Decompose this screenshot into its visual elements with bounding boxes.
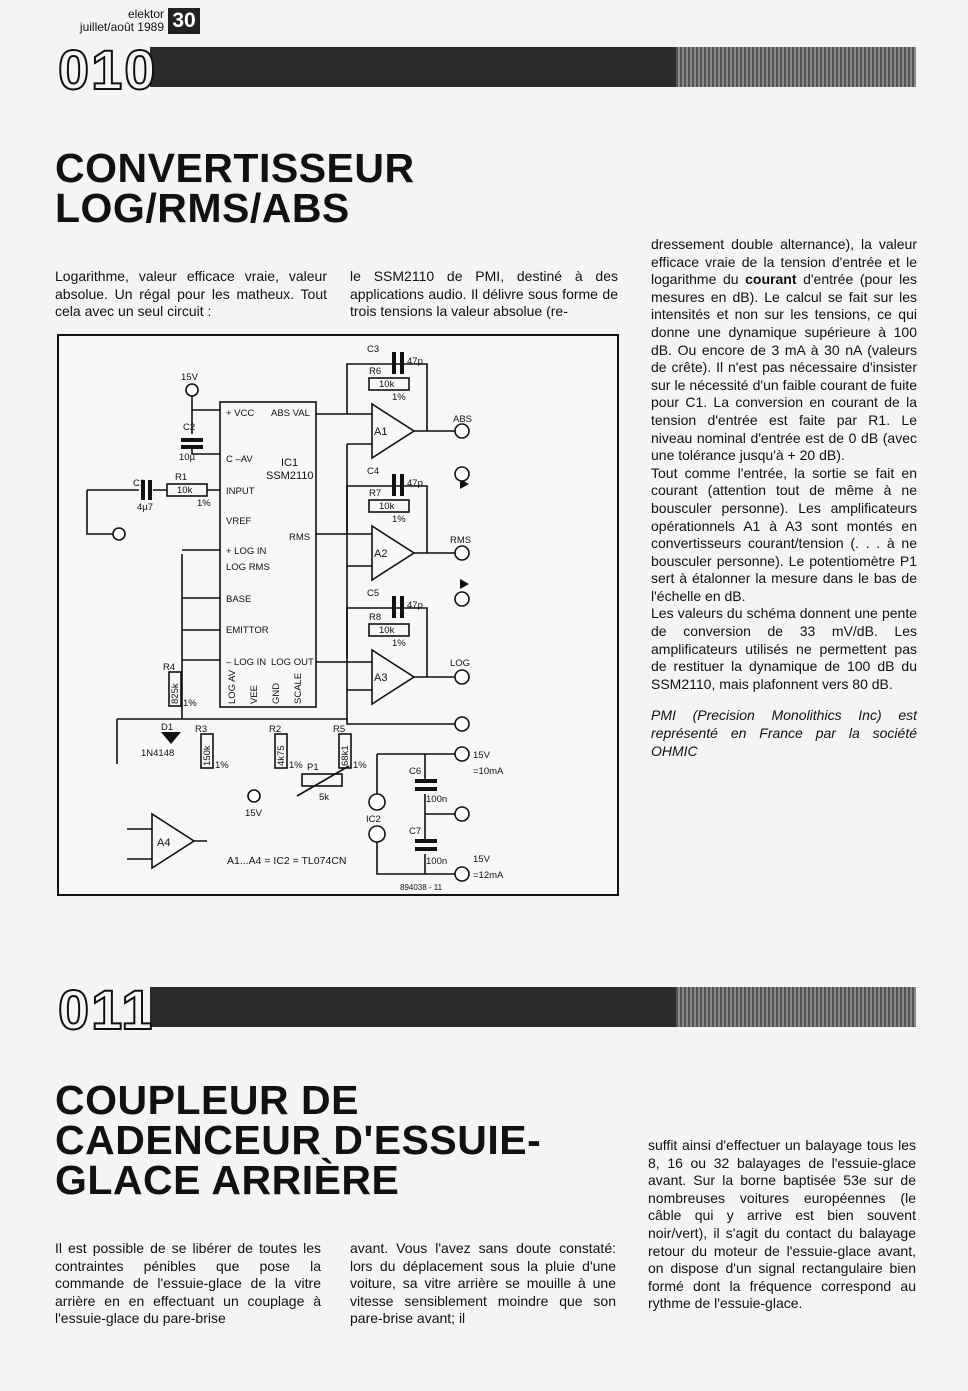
paragraph: le SSM2110 de PMI, destiné à des applications audio. Il délivre sous forme de trois tensions la valeur absolue (re- [350, 268, 618, 320]
component-label: R6 [369, 366, 382, 377]
component-label: C4 [367, 466, 380, 477]
component-value: 10k [379, 501, 395, 512]
component-label: C6 [409, 766, 422, 777]
ic2-label: IC2 [366, 814, 381, 825]
pin-label: GND [271, 682, 282, 704]
section-band-011 [150, 987, 916, 1027]
opamp-label: A2 [374, 548, 388, 560]
component-tolerance: 1% [197, 498, 211, 509]
component-value: 150k [202, 745, 213, 766]
paragraph: suffit ainsi d'effectuer un balayage tous les 8, 16 ou 32 balayages de l'essuie-glace avant. Sur la borne baptisée 53e sur de nombreuses voitures européennes (le câble qui y arrive est bien souvent noir/vert), il s'agit du contact du balayage retour du moteur de l'essuie-glace avant, on dispose d'un signal rectangulaire bien formé dont la fréquence correspond au rythme de l'essuie-glace. [648, 1137, 916, 1312]
c5-plate [392, 596, 396, 618]
component-label: R4 [163, 662, 176, 673]
ic2-pin11 [369, 826, 385, 842]
component-value: 5k [319, 792, 330, 803]
article-title-011 [55, 1077, 542, 1203]
title-line: COUPLEUR DE [55, 1077, 359, 1123]
article-011-column-1 [55, 1240, 321, 1328]
component-value: 1N4148 [141, 748, 175, 759]
terminal-log-ground [455, 717, 469, 731]
footnote: PMI (Precision Monolithics Inc) est représenté en France par la société OHMIC [651, 707, 917, 759]
terminal-rms [455, 546, 469, 560]
component-tolerance: 1% [183, 698, 197, 709]
voltage-label: 15V [473, 854, 490, 865]
title-line: CADENCEUR D'ESSUIE- [55, 1117, 542, 1163]
voltage-label: 15V [245, 808, 262, 819]
paragraph: avant. Vous l'avez sans doute constaté: lors du déplacement sous la pluie d'une voiture, sa vitre arrière se mouille à une vitesse sensiblement moindre que son pare-brise avant; il [350, 1240, 616, 1327]
terminal-supply-gnd [455, 807, 469, 821]
c6-plate [415, 779, 437, 783]
component-label: R1 [175, 472, 188, 483]
component-value: 47p [407, 478, 423, 489]
ic1-name: IC1 [281, 457, 299, 469]
component-value: 47p [407, 600, 423, 611]
c2-plate [181, 438, 203, 442]
component-label: R3 [195, 724, 208, 735]
component-label: R2 [269, 724, 282, 735]
page-header [60, 8, 164, 34]
terminal-log [455, 670, 469, 684]
pin-label: ABS VAL [271, 408, 310, 419]
terminal-abs-ground [455, 467, 469, 481]
component-tolerance: 1% [215, 760, 229, 771]
component-value: 10k [177, 485, 193, 496]
opamp-label: A3 [374, 672, 388, 684]
article-010-column-1 [55, 268, 327, 321]
opamp-note: A1...A4 = IC2 = TL074CN [227, 855, 347, 867]
circuit-schematic [57, 334, 619, 896]
c7-plate [415, 847, 437, 851]
c1-plate [148, 480, 152, 500]
component-label: C5 [367, 588, 380, 599]
article-011-column-3 [648, 1137, 916, 1313]
article-title-010 [55, 145, 415, 231]
component-label: P1 [307, 762, 319, 773]
pin-label: + VCC [226, 408, 255, 419]
title-line: LOG/RMS/ABS [55, 185, 350, 231]
ic1-part: SSM2110 [266, 470, 314, 482]
c6-plate [415, 787, 437, 791]
paragraph: Il est possible de se libérer de toutes les contraintes pénibles que pose la commande de l'essuie-glace de la vitre arrière en en effectuant un couplage à l'essuie-glace du pare-brise [55, 1240, 321, 1327]
component-label: C7 [409, 826, 422, 837]
component-value: 100n [426, 856, 448, 867]
pin-label: C –AV [226, 454, 253, 465]
pin-label: LOG OUT [271, 657, 314, 668]
article-number-011: 011 [58, 978, 155, 1041]
component-tolerance: 1% [392, 514, 406, 525]
current-label: =10mA [473, 766, 504, 777]
text-run: dressement double alternance), la valeur efficace vraie de la tension d'entrée et le logarithme du [651, 236, 917, 288]
pin-label: EMITTOR [226, 625, 269, 636]
magazine-name: elektor [127, 7, 164, 21]
c3-plate [400, 352, 404, 374]
pin-label: SCALE [293, 672, 304, 704]
component-value: 825k [170, 683, 181, 704]
terminal-minus15v [248, 790, 260, 802]
terminal-plus15v [186, 384, 198, 396]
article-010-column-3 [651, 236, 917, 760]
article-number-010: 010 [58, 38, 158, 101]
pin-label: BASE [226, 594, 252, 605]
opamp-label: A1 [374, 426, 388, 438]
component-tolerance: 1% [392, 638, 406, 649]
terminal-supply-neg [455, 867, 469, 881]
opamp-label: A4 [157, 837, 171, 849]
current-label: =12mA [473, 870, 504, 881]
component-label: C3 [367, 344, 380, 355]
schematic-frame [58, 335, 618, 895]
pin-label: – LOG IN [226, 657, 267, 668]
component-label: R8 [369, 612, 382, 623]
figure-reference: 894038 - 11 [400, 883, 443, 892]
article-011-column-2 [350, 1240, 616, 1328]
terminal-rms-ground [455, 592, 469, 606]
terminal-input-ground [113, 528, 125, 540]
component-value: 10k [379, 625, 395, 636]
component-value: 68k1 [340, 745, 351, 766]
text-run: d'entrée (pour les mesures en dB). Le calcul se fait sur les intensités et non sur les tensions, ce qui donne une dynamique supérieure à 100 dB. Ou encore de 3 mA à 30 nA (valeurs de crête). Il n'est pas nécessaire d'insister sur le nécessité d'un faible courant de fuite pour C1. La conversion en courant de la tension d'entrée est faite par R1. Le niveau nominal d'entrée est de 0 dB (avec une tolérance jusqu'à + 20 dB). [651, 271, 918, 464]
title-line: CONVERTISSEUR [55, 145, 415, 191]
component-value: 10k [379, 379, 395, 390]
component-label: R7 [369, 488, 382, 499]
article-010-column-2 [350, 268, 618, 321]
terminal-abs [455, 424, 469, 438]
output-label: ABS [453, 414, 473, 425]
voltage-label: 15V [473, 750, 490, 761]
paragraph [651, 236, 917, 465]
ic2-pin4 [369, 794, 385, 810]
pin-label: + LOG IN [226, 546, 267, 557]
pin-label: VREF [226, 516, 252, 527]
component-label: D1 [161, 722, 174, 733]
c2-plate [181, 445, 203, 449]
component-label: C1 [133, 478, 146, 489]
paragraph: Les valeurs du schéma donnent une pente de conversion de 33 mV/dB. Les amplificateurs utilisés ne permettent pas de restituer la dynamique de 100 dB du SSM2110, mais plafonnent vers 80 dB. [651, 605, 917, 692]
bold-word: courant [745, 271, 797, 288]
paragraph: Tout comme l'entrée, la sortie se fait en courant (attention tout de même à ne bousculer personne). Les amplificateurs opérationnels A1 à A3 sont montés en convertisseurs courant/tension (. . . à ne bousculer personne). Le potentiomètre P1 sert à étalonner la mesure dans le bas de l'échelle en dB. [651, 464, 917, 604]
pin-label: LOG AV [227, 669, 238, 704]
output-label: RMS [450, 535, 472, 546]
section-band-010 [150, 47, 916, 87]
c5-plate [400, 596, 404, 618]
component-value: 47p [407, 356, 423, 367]
component-tolerance: 1% [289, 760, 303, 771]
voltage-label: 15V [181, 372, 198, 383]
page-number: 30 [168, 8, 200, 34]
c4-plate [400, 474, 404, 496]
pin-label: VEE [249, 684, 260, 704]
c4-plate [392, 474, 396, 496]
component-tolerance: 1% [392, 392, 406, 403]
component-value: 100n [426, 794, 448, 805]
component-value: 4µ7 [137, 502, 154, 513]
pin-label: LOG RMS [226, 562, 270, 573]
component-label: R5 [333, 724, 346, 735]
pin-label: RMS [289, 532, 311, 543]
c7-plate [415, 839, 437, 843]
component-value: 4k75 [276, 745, 287, 766]
output-label: LOG [450, 658, 471, 669]
component-label: C2 [183, 422, 196, 433]
title-line: GLACE ARRIÈRE [55, 1157, 400, 1203]
component-tolerance: 1% [353, 760, 367, 771]
pin-label: INPUT [226, 486, 255, 497]
c3-plate [392, 352, 396, 374]
component-value: 10µ [179, 452, 196, 463]
terminal-supply-pos [455, 747, 469, 761]
paragraph: Logarithme, valeur efficace vraie, valeur absolue. Un régal pour les matheux. Tout cela avec un seul circuit : [55, 268, 327, 320]
issue-date: juillet/août 1989 [79, 20, 164, 34]
